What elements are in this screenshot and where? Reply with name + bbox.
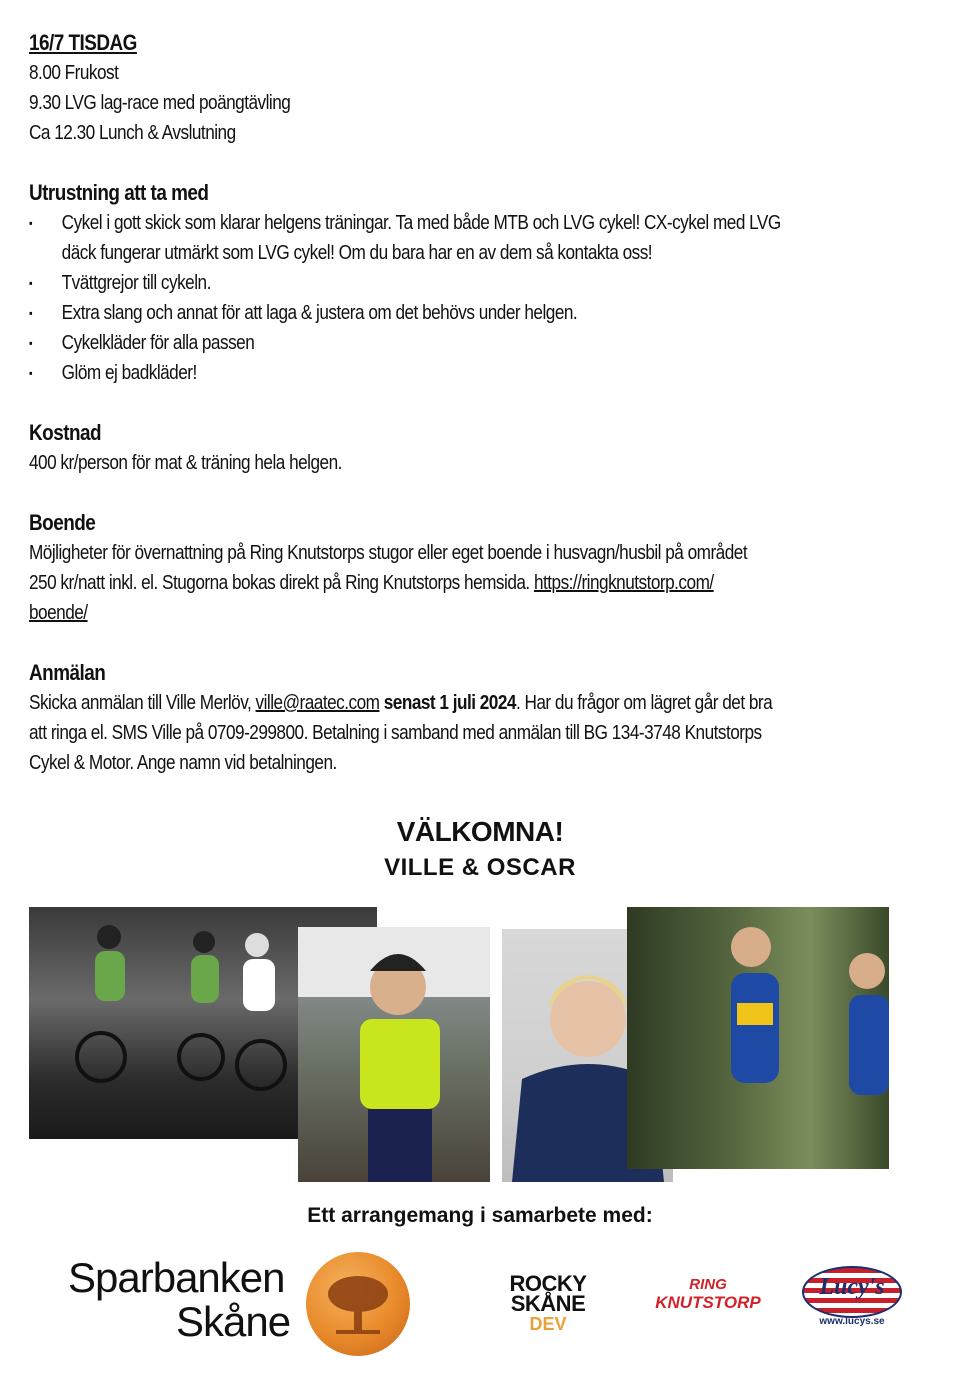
- equipment-item: ▪ Cykel i gott skick som klarar helgens träningar. Ta med både MTB och LVG cykel! CX-cykel med LVG däck fungerar utmärkt som LVG cykel! Om du bara har en av dem så kontakta oss!: [29, 208, 906, 268]
- lucys-diner-logo: Lucy's www.lucys.se: [802, 1266, 902, 1332]
- equipment-item: ▪ Tvättgrejor till cykeln.: [29, 268, 906, 298]
- registration-text: att ringa el. SMS Ville på 0709-299800. Betalning i samband med anmälan till BG 134-3748 Knutstorps: [29, 722, 762, 744]
- schedule-item: 8.00 Frukost: [29, 62, 119, 84]
- equipment-item: ▪ Extra slang och annat för att laga & justera om det behövs under helgen.: [29, 298, 906, 328]
- schedule-item: Ca 12.30 Lunch & Avslutning: [29, 122, 236, 144]
- cyclist-portrait-photo: [298, 927, 490, 1182]
- rocky-skane-dev-logo: ROCKY SKÅNE DEV: [509, 1271, 587, 1334]
- triathletes-running-photo: [627, 907, 889, 1169]
- housing-text: Möjligheter för övernattning på Ring Knutstorps stugor eller eget boende i husvagn/husbil på området: [29, 542, 748, 564]
- housing-link[interactable]: boende/: [29, 602, 88, 624]
- schedule-item: 9.30 LVG lag-race med poängtävling: [29, 92, 291, 114]
- equipment-item: ▪ Cykelkläder för alla passen: [29, 328, 906, 358]
- housing-text: 250 kr/natt inkl. el. Stugorna bokas direkt på Ring Knutstorps hemsida. https://ringknutstorp.com/: [29, 572, 714, 594]
- partners-title: Ett arrangemang i samarbete med:: [307, 1204, 653, 1227]
- ring-knutstorp-logo: RING KNUTSTORP: [655, 1276, 761, 1312]
- registration-heading: Anmälan: [29, 660, 106, 685]
- equipment-item: ▪ Glöm ej badkläder!: [29, 358, 906, 388]
- equipment-list: [29, 208, 906, 388]
- schedule-day-heading: 16/7 TISDAG: [29, 30, 137, 55]
- cost-heading: Kostnad: [29, 420, 102, 445]
- welcome-title: VÄLKOMNA!: [396, 816, 564, 847]
- housing-heading: Boende: [29, 510, 96, 535]
- document-body: [29, 28, 906, 778]
- sparbanken-skane-logo: Sparbanken Skåne: [68, 1254, 291, 1345]
- email-link[interactable]: ville@raatec.com: [255, 692, 380, 714]
- registration-deadline: senast 1 juli 2024: [379, 692, 516, 714]
- cost-text: 400 kr/person för mat & träning hela helgen.: [29, 452, 342, 474]
- oak-tree-icon: [306, 1252, 410, 1356]
- housing-link[interactable]: https://ringknutstorp.com/: [533, 572, 714, 594]
- equipment-heading: Utrustning att ta med: [29, 180, 209, 205]
- welcome-signoff: VILLE & OSCAR: [384, 854, 576, 881]
- registration-text: Skicka anmälan till Ville Merlöv, ville@raatec.com senast 1 juli 2024. Har du frågor om lägret går det bra: [29, 692, 773, 714]
- registration-text: Cykel & Motor. Ange namn vid betalningen.: [29, 752, 337, 774]
